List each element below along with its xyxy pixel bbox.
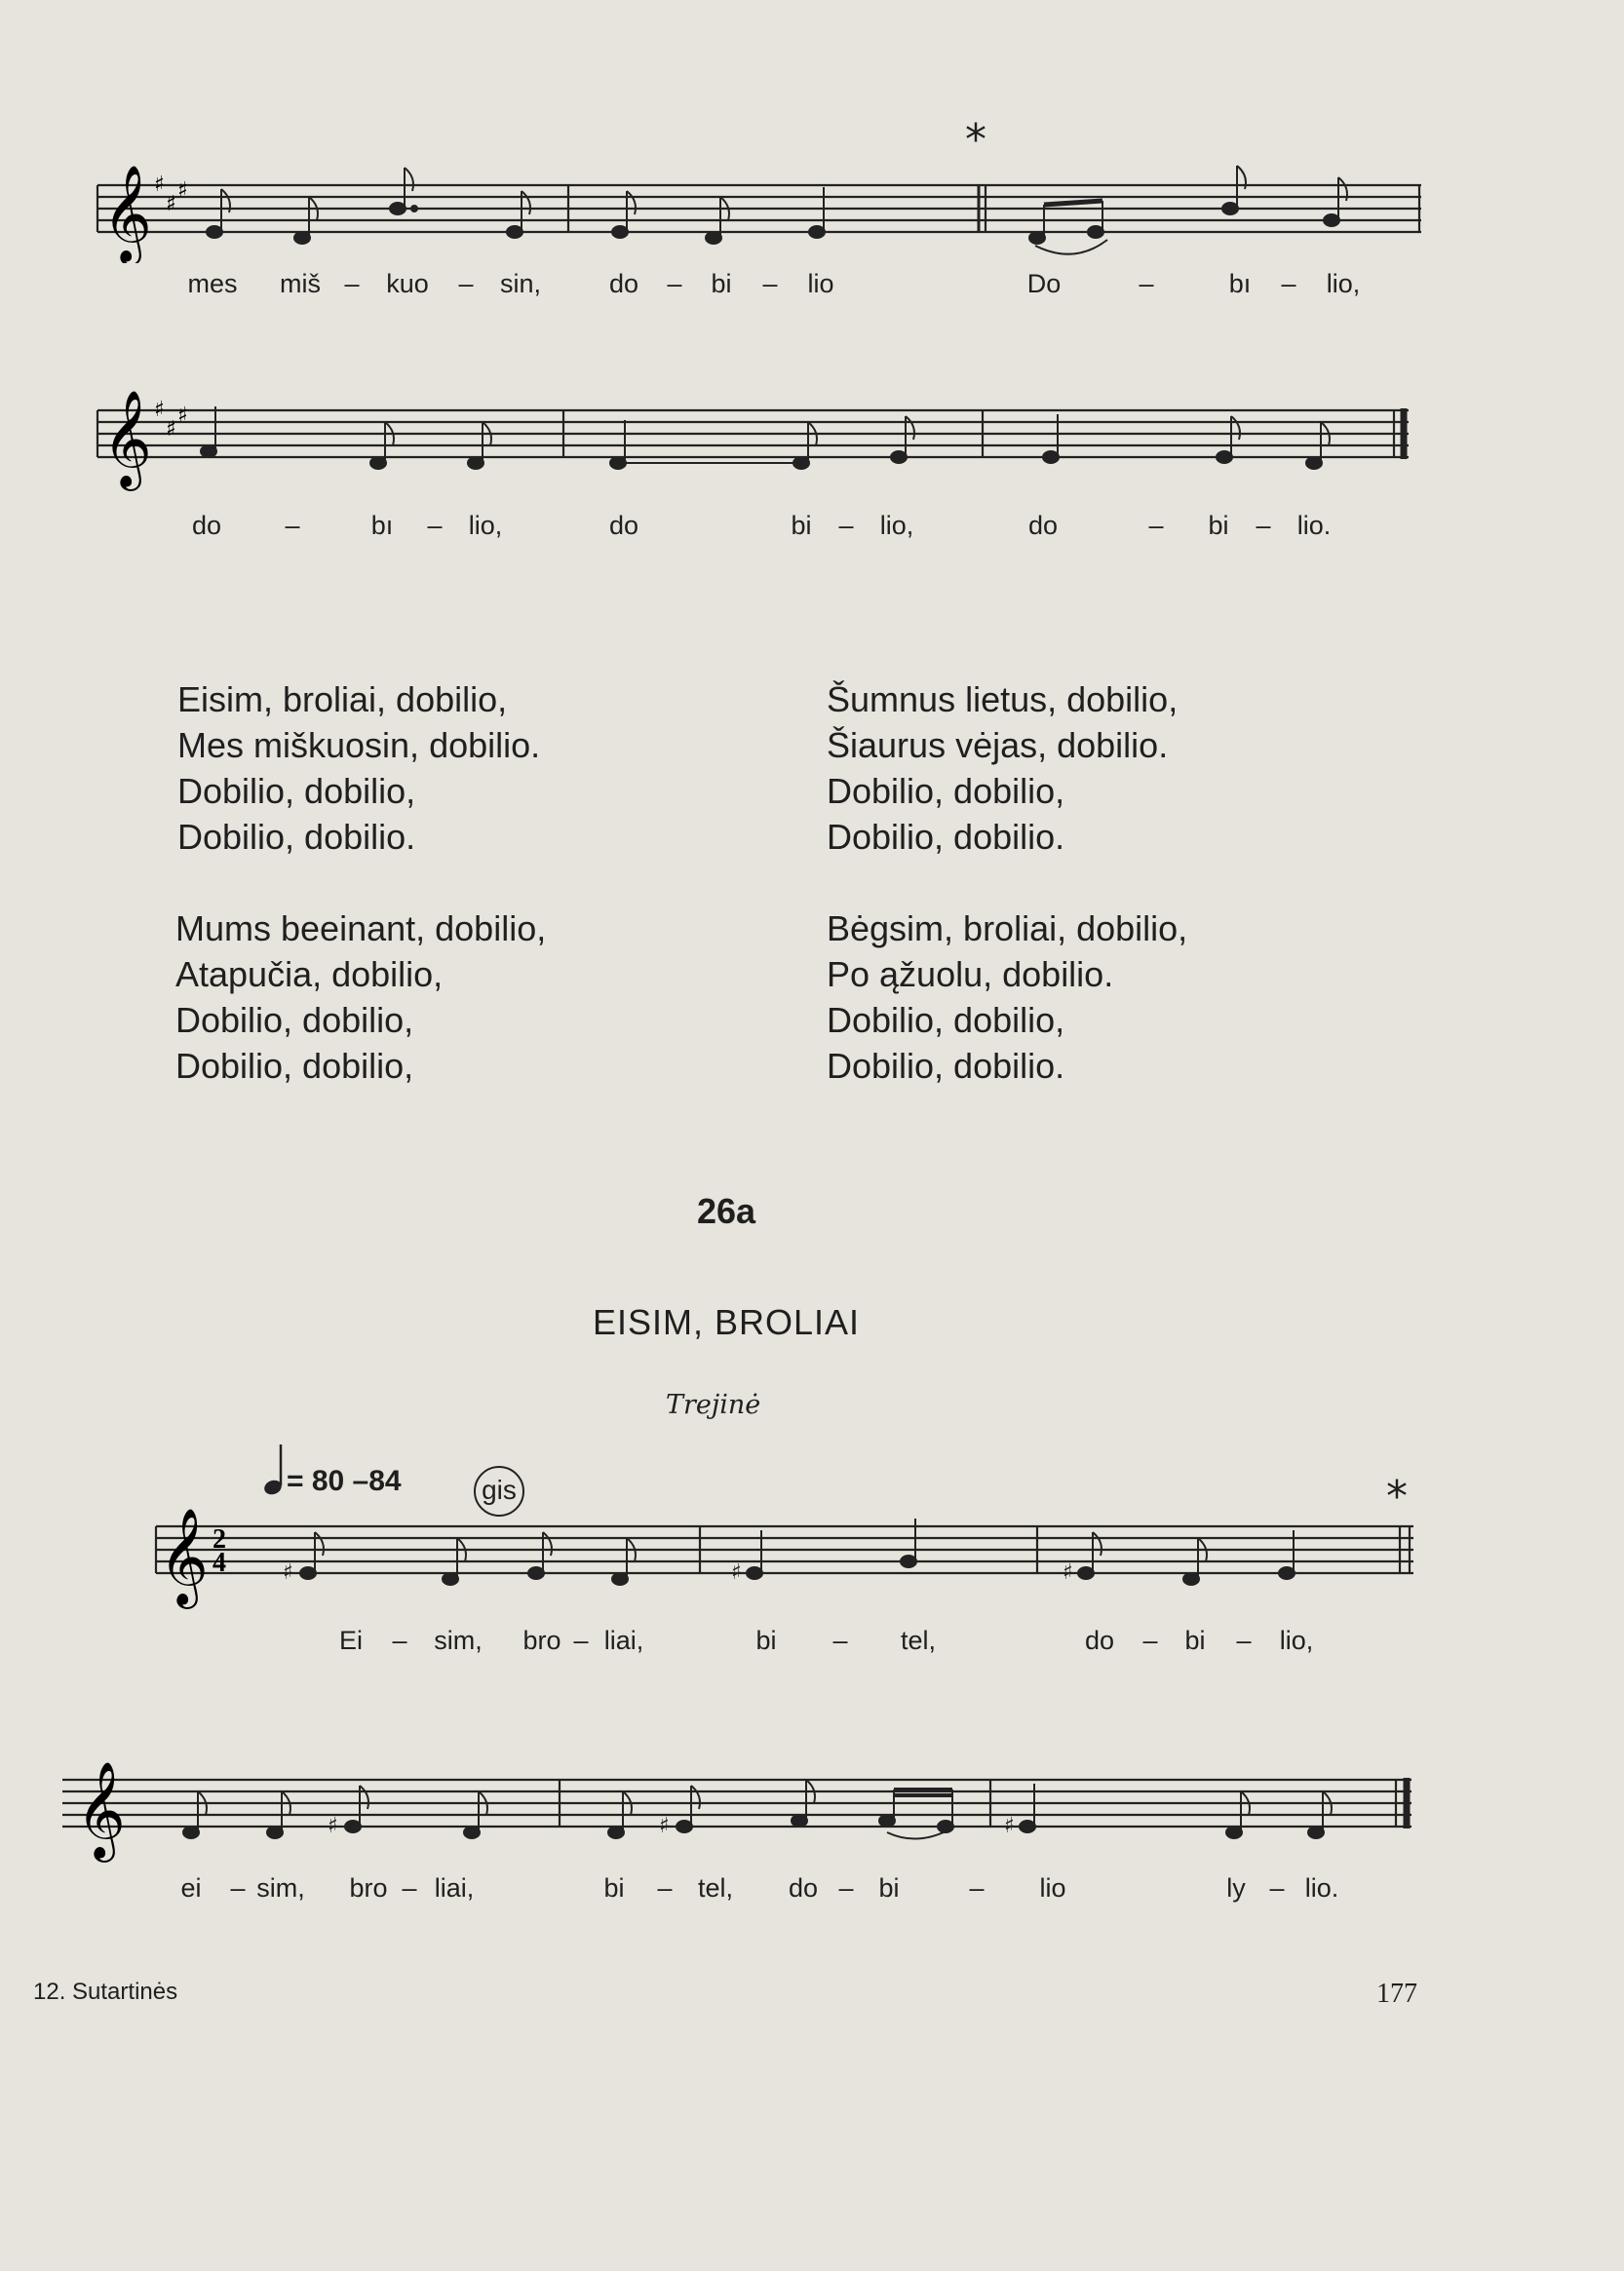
lyric-syllable: bi bbox=[1184, 1626, 1206, 1655]
lyric-syllable: – bbox=[392, 1626, 407, 1655]
verse-line: Dobilio, dobilio, bbox=[827, 1000, 1065, 1040]
lyric-syllable: – bbox=[1281, 269, 1296, 298]
lyric-syllable: – bbox=[458, 269, 474, 298]
verse-right-2 bbox=[827, 905, 1187, 1089]
lyric-syllable: lio bbox=[1039, 1873, 1066, 1903]
lyric-syllable: do bbox=[788, 1873, 819, 1903]
lyric-syllable: bi bbox=[791, 511, 812, 540]
lyric-syllable: do bbox=[608, 269, 639, 298]
lyric-syllable: lio, bbox=[1279, 1626, 1314, 1655]
verse-right-1 bbox=[827, 676, 1178, 860]
svg-text:♯: ♯ bbox=[328, 1814, 338, 1838]
verse-line: Šumnus lietus, dobilio, bbox=[827, 679, 1179, 719]
lyric-syllable: – bbox=[230, 1873, 246, 1903]
lyric-syllable: lio, bbox=[1326, 269, 1361, 298]
song-type: Trejinė bbox=[666, 1390, 761, 1420]
lyric-syllable: lio, bbox=[879, 511, 914, 540]
verse-line: Dobilio, dobilio, bbox=[177, 771, 416, 811]
verse-line: Dobilio, dobilio. bbox=[827, 1046, 1065, 1086]
lyric-syllable: do bbox=[1027, 511, 1059, 540]
lyric-syllable: kuo bbox=[386, 269, 429, 298]
treble-clef-icon: 𝄞 bbox=[76, 1761, 126, 1859]
svg-text:♯: ♯ bbox=[1004, 1814, 1015, 1838]
lyric-syllable: lio, bbox=[468, 511, 503, 540]
time-signature-bottom: 4 bbox=[213, 1548, 226, 1578]
lyric-syllable: liai, bbox=[434, 1873, 475, 1903]
lyric-syllable: – bbox=[667, 269, 682, 298]
lyric-syllable: bi bbox=[603, 1873, 625, 1903]
lyric-syllable: – bbox=[402, 1873, 417, 1903]
lyric-syllable: do bbox=[608, 511, 639, 540]
svg-text:♯: ♯ bbox=[177, 404, 188, 428]
lyric-syllable: sim, bbox=[434, 1626, 483, 1655]
lyric-syllable: – bbox=[285, 511, 300, 540]
verse-line: Eisim, broliai, dobilio, bbox=[177, 679, 508, 719]
svg-text:♯: ♯ bbox=[1063, 1560, 1073, 1585]
lyric-syllable: – bbox=[1148, 511, 1164, 540]
lyric-syllable: lio. bbox=[1304, 1873, 1339, 1903]
svg-text:♯: ♯ bbox=[166, 417, 176, 442]
music-staff-3 bbox=[0, 1501, 1624, 1628]
lyric-syllable: – bbox=[838, 1873, 854, 1903]
lyric-syllable: – bbox=[832, 1626, 848, 1655]
lyric-syllable: bro bbox=[349, 1873, 388, 1903]
lyric-syllable: tel, bbox=[900, 1626, 937, 1655]
svg-text:♯: ♯ bbox=[731, 1560, 742, 1585]
lyric-syllable: bi bbox=[711, 269, 732, 298]
lyric-syllable: – bbox=[969, 1873, 985, 1903]
lyric-syllable: bro bbox=[522, 1626, 561, 1655]
lyric-syllable: sin, bbox=[499, 269, 542, 298]
footer-section-label: 12. Sutartinės bbox=[33, 1979, 178, 2005]
svg-text:♯: ♯ bbox=[154, 173, 165, 197]
lyric-syllable: – bbox=[1269, 1873, 1285, 1903]
breath-mark-asterisk: * bbox=[1386, 1472, 1408, 1521]
lyric-syllable: – bbox=[1139, 269, 1154, 298]
lyrics-line-3 bbox=[0, 1626, 1624, 1659]
music-staff-2 bbox=[0, 385, 1624, 512]
breath-mark-asterisk: * bbox=[965, 115, 986, 165]
lyric-syllable: – bbox=[1236, 1626, 1252, 1655]
lyric-syllable: – bbox=[1256, 511, 1271, 540]
lyric-syllable: – bbox=[762, 269, 778, 298]
song-number: 26a bbox=[696, 1191, 756, 1231]
lyric-syllable: liai, bbox=[603, 1626, 644, 1655]
svg-text:♯: ♯ bbox=[154, 398, 165, 422]
tempo-marking: = 80 –84 bbox=[287, 1465, 402, 1497]
lyric-syllable: bı bbox=[1228, 269, 1252, 298]
lyric-syllable: tel, bbox=[697, 1873, 734, 1903]
music-staff-1 bbox=[0, 136, 1624, 263]
lyric-syllable: – bbox=[657, 1873, 673, 1903]
song-title: EISIM, BROLIAI bbox=[592, 1302, 861, 1342]
verse-line: Bėgsim, broliai, dobilio, bbox=[827, 908, 1188, 948]
verse-line: Atapučia, dobilio, bbox=[175, 954, 444, 994]
lyrics-line-2 bbox=[0, 511, 1624, 544]
lyric-syllable: Do bbox=[1026, 269, 1062, 298]
verse-line: Mums beeinant, dobilio, bbox=[175, 908, 547, 948]
verse-line: Po ąžuolu, dobilio. bbox=[827, 954, 1114, 994]
lyric-syllable: lio bbox=[807, 269, 834, 298]
lyrics-line-1 bbox=[0, 269, 1624, 302]
svg-text:♯: ♯ bbox=[166, 192, 176, 216]
verse-line: Dobilio, dobilio, bbox=[827, 771, 1065, 811]
verse-line: Dobilio, dobilio, bbox=[175, 1046, 414, 1086]
lyric-syllable: – bbox=[573, 1626, 589, 1655]
verse-line: Mes miškuosin, dobilio. bbox=[177, 725, 541, 765]
lyric-syllable: ly bbox=[1226, 1873, 1246, 1903]
verse-line: Dobilio, dobilio. bbox=[827, 817, 1065, 857]
lyric-syllable: – bbox=[1142, 1626, 1158, 1655]
key-mark-circle: gis bbox=[474, 1466, 524, 1517]
lyrics-line-4 bbox=[0, 1873, 1624, 1906]
svg-text:♯: ♯ bbox=[659, 1814, 670, 1838]
lyric-syllable: do bbox=[1084, 1626, 1115, 1655]
treble-clef-icon: 𝄞 bbox=[102, 165, 152, 262]
verse-line: Šiaurus vėjas, dobilio. bbox=[827, 725, 1169, 765]
lyric-syllable: bi bbox=[1208, 511, 1229, 540]
verse-line: Dobilio, dobilio. bbox=[177, 817, 416, 857]
lyric-syllable: ei bbox=[180, 1873, 202, 1903]
verse-line: Dobilio, dobilio, bbox=[175, 1000, 414, 1040]
lyric-syllable: – bbox=[344, 269, 360, 298]
lyric-syllable: sim, bbox=[256, 1873, 305, 1903]
lyric-syllable: – bbox=[427, 511, 443, 540]
lyric-syllable: Ei bbox=[338, 1626, 364, 1655]
time-signature-top: 2 bbox=[213, 1524, 226, 1555]
verse-left-2 bbox=[175, 905, 546, 1089]
lyric-syllable: – bbox=[838, 511, 854, 540]
treble-clef-icon: 𝄞 bbox=[159, 1508, 209, 1605]
verse-left-1 bbox=[177, 676, 540, 860]
svg-text:♯: ♯ bbox=[177, 178, 188, 203]
svg-text:♯: ♯ bbox=[283, 1560, 293, 1585]
lyric-syllable: do bbox=[191, 511, 222, 540]
lyric-syllable: miš bbox=[280, 269, 321, 298]
music-staff-4 bbox=[0, 1754, 1624, 1881]
treble-clef-icon: 𝄞 bbox=[102, 390, 152, 487]
page-number: 177 bbox=[1376, 1979, 1417, 2009]
lyric-syllable: bi bbox=[755, 1626, 777, 1655]
lyric-syllable: lio. bbox=[1296, 511, 1332, 540]
lyric-syllable: bı bbox=[370, 511, 394, 540]
lyric-syllable: mes bbox=[187, 269, 238, 298]
lyric-syllable: bi bbox=[878, 1873, 900, 1903]
